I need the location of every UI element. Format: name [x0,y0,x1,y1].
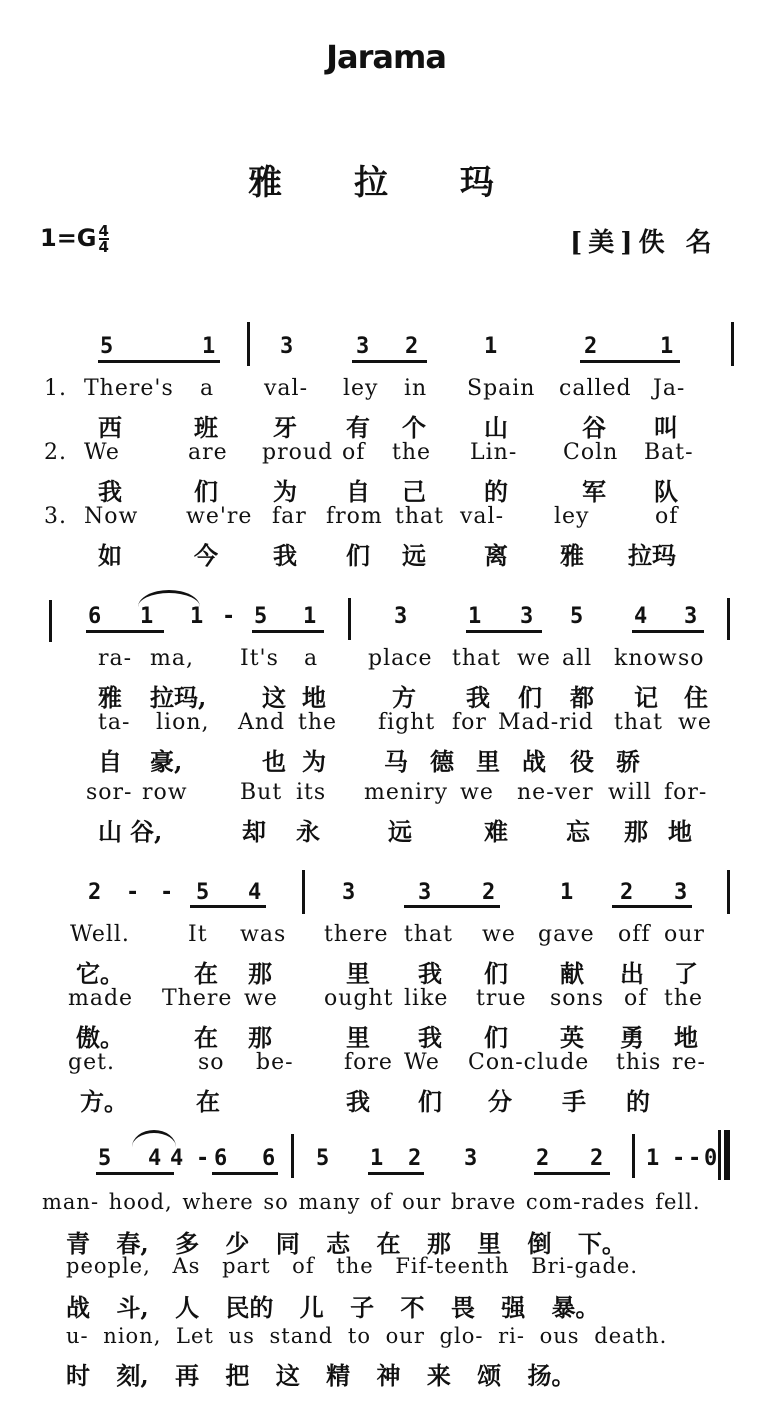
note: - [688,1146,704,1171]
lyric-word: sons [550,986,604,1011]
lyric-line-cn [0,408,772,442]
note: 1 [484,334,500,359]
lyric-word: from [326,504,383,529]
note: 4 [170,1146,186,1171]
lyric-word: We [84,440,120,465]
author-credit: [美]佚 名 [570,228,718,258]
note: 2 [408,1146,424,1171]
note: 3 [674,880,690,905]
note: 2 [620,880,636,905]
lyric-word: row [142,780,188,805]
lyric-word: there [324,922,389,947]
lyric-word: a [200,376,215,401]
lyric-char: 山 [98,817,122,846]
lyric-char: 马 [384,747,408,776]
lyric-line-cn [0,1082,772,1116]
note: 3 [356,334,372,359]
note: 1 [560,880,576,905]
lyric-char: 却 [242,817,266,846]
lyric-char: 那 [248,1023,272,1052]
lyric-char: 里 [346,959,370,988]
lyric-line-en [0,922,772,950]
lyric-char: 我 [273,541,297,570]
lyric-char: 拉玛 [628,541,676,570]
lyric-line-en: u- nion, Let us stand to our glo- ri- ous death. [66,1324,668,1348]
note: 4 [634,604,650,629]
lyric-char: 如 [98,541,122,570]
lyric-line-en [0,780,772,808]
note: 3 [342,880,358,905]
lyric-char: 队 [654,477,678,506]
verse-number: 1. [44,376,67,401]
lyric-char: 自 [98,747,122,776]
lyric-char: 那 [248,959,272,988]
note: - [126,880,142,905]
lyric-char: 谷 [582,413,606,442]
lyric-word: There [162,986,233,1011]
note: 1 [646,1146,662,1171]
lyric-char: 地 [668,817,692,846]
note: 3 [520,604,536,629]
lyric-char: 我 [418,959,442,988]
lyric-line-cn [0,536,772,570]
lyric-char: 己 [402,477,426,506]
lyric-word: the [664,986,704,1011]
lyric-word: that [452,646,501,671]
lyric-char: 里 [476,747,500,776]
lyric-word: sor- [86,780,133,805]
note: 1 [190,604,206,629]
lyric-word: Well. [70,922,130,947]
note: 5 [254,604,270,629]
lyric-char: 分 [488,1087,512,1116]
lyric-char: 谷, [130,817,163,846]
note: 1 [370,1146,386,1171]
lyric-line-en [0,646,772,674]
lyric-line-en [0,504,772,532]
lyric-word: far [272,504,307,529]
verse-number: 3. [44,504,67,529]
lyric-char: 山 [484,413,508,442]
lyric-char: 忘 [566,817,590,846]
lyric-char: 远 [402,541,426,570]
lyric-char: 军 [582,477,606,506]
tie-slur [132,1130,176,1147]
note: 2 [584,334,600,359]
lyric-word: the [298,710,338,735]
lyric-char: 战 [522,747,546,776]
note: 4 [148,1146,164,1171]
lyric-char: 英 [560,1023,584,1052]
lyric-word: There's [84,376,174,401]
lyric-char: 我 [346,1087,370,1116]
note: 5 [570,604,586,629]
note: 1 [202,334,218,359]
lyric-char: 我 [418,1023,442,1052]
note: - [196,1146,212,1171]
lyric-char: 也 [262,747,286,776]
lyric-word: Bat- [644,440,694,465]
lyric-word: ley [554,504,590,529]
lyric-line-en [0,986,772,1014]
note: 2 [88,880,104,905]
lyric-char: 住 [684,683,708,712]
lyric-line-cn [0,812,772,846]
lyric-word: But [240,780,283,805]
lyric-char: 出 [620,959,644,988]
lyric-line-cn: 时 刻, 再 把 这 精 神 来 颂 扬。 [66,1361,576,1390]
lyric-word: ne-ver [517,780,594,805]
lyric-word: its [296,780,327,805]
lyric-char: 们 [346,541,370,570]
lyric-char: 豪, [150,747,183,776]
lyric-word: made [68,986,134,1011]
time-denominator: 4 [98,238,109,256]
lyric-char: 们 [484,1023,508,1052]
verse-number: 2. [44,440,67,465]
note: 4 [248,880,264,905]
lyric-char: 难 [484,817,508,846]
lyric-line-en: man- hood, where so many of our brave com-rades fell. [42,1190,701,1214]
lyric-line-en [0,440,772,468]
note: 3 [684,604,700,629]
lyric-word: ma, [150,646,194,671]
lyric-word: gave [538,922,595,947]
lyric-word: that [404,922,453,947]
lyric-word: ought [324,986,394,1011]
note: - [672,1146,688,1171]
lyric-word: Coln [563,440,619,465]
note: 2 [590,1146,606,1171]
lyric-char: 在 [196,1087,220,1116]
lyric-word: know [614,646,678,671]
note: 5 [98,1146,114,1171]
lyric-word: we [482,922,516,947]
lyric-line-cn [0,742,772,776]
lyric-word: so [678,646,705,671]
note: 0 [704,1146,720,1171]
lyric-word: lion, [156,710,210,735]
note: 3 [394,604,410,629]
note: 5 [316,1146,332,1171]
lyric-word: all [562,646,593,671]
lyric-char: 它。 [76,959,124,988]
lyric-char: 地 [674,1023,698,1052]
lyric-char: 我 [98,477,122,506]
lyric-word: We [404,1050,440,1075]
lyric-word: Lin- [470,440,518,465]
lyric-char: 德 [430,747,454,776]
lyric-word: are [188,440,228,465]
notes-row [0,604,772,632]
note: - [222,604,238,629]
lyric-char: 远 [388,817,412,846]
note: 6 [88,604,104,629]
note: 6 [214,1146,230,1171]
lyric-word: re- [672,1050,706,1075]
lyric-char: 地 [302,683,326,712]
lyric-word: It [188,922,208,947]
lyric-word: true [476,986,527,1011]
note: 1 [140,604,156,629]
lyric-char: 为 [273,477,297,506]
lyric-word: for [452,710,487,735]
lyric-line-en [0,1050,772,1078]
lyric-word: for- [664,780,708,805]
lyric-char: 役 [570,747,594,776]
lyric-word: like [404,986,449,1011]
lyric-char: 有 [346,413,370,442]
note: 6 [262,1146,278,1171]
lyric-char: 在 [194,959,218,988]
song-title: Jarama [326,38,446,76]
lyric-word: Now [84,504,139,529]
lyric-word: this [616,1050,662,1075]
lyric-word: val- [264,376,309,401]
lyric-word: will [608,780,652,805]
lyric-char: 们 [418,1087,442,1116]
lyric-char: 今 [194,541,218,570]
key-signature [40,224,109,254]
lyric-word: we [678,710,712,735]
lyric-char: 了 [674,959,698,988]
lyric-char: 西 [98,413,122,442]
lyric-char: 手 [562,1087,586,1116]
lyric-word: of [342,440,366,465]
lyric-word: that [614,710,663,735]
lyric-word: of [655,504,679,529]
lyric-line-en [0,376,772,404]
key-label: 1=G [40,224,97,252]
note: 3 [464,1146,480,1171]
lyric-char: 们 [194,477,218,506]
lyric-char: 傲。 [76,1023,124,1052]
lyric-char: 永 [296,817,320,846]
lyric-char: 方。 [80,1087,128,1116]
lyric-word: Mad-rid [498,710,594,735]
lyric-word: Spain [467,376,536,401]
lyric-word: val- [460,504,505,529]
song-subtitle: 雅 拉 玛 [248,163,524,203]
lyric-line-cn [0,954,772,988]
lyric-word: And [238,710,286,735]
lyric-line-cn: 青 春, 多 少 同 志 在 那 里 倒 下。 [66,1229,626,1258]
lyric-word: ley [343,376,379,401]
lyric-word: Con-clude [468,1050,590,1075]
lyric-word: of [624,986,648,1011]
note: - [160,880,176,905]
lyric-word: we [244,986,278,1011]
lyric-word: the [392,440,432,465]
lyric-char: 记 [634,683,658,712]
lyric-line-cn [0,678,772,712]
lyric-word: was [240,922,287,947]
lyric-char: 里 [346,1023,370,1052]
lyric-word: called [559,376,632,401]
note: 1 [303,604,319,629]
lyric-word: that [395,504,444,529]
lyric-line-en: people, As part of the Fif-teenth Bri-gade. [66,1254,638,1278]
lyric-char: 这 [262,683,286,712]
lyric-char: 雅 [98,683,122,712]
lyric-char: 我 [466,683,490,712]
lyric-char: 离 [484,541,508,570]
note: 2 [405,334,421,359]
lyric-char: 叫 [654,413,678,442]
lyric-word: Ja- [653,376,686,401]
lyric-word: ta- [98,710,131,735]
lyric-char: 的 [626,1087,650,1116]
lyric-word: place [368,646,433,671]
lyric-char: 为 [302,747,326,776]
lyric-word: be- [256,1050,294,1075]
notes-row [0,1146,772,1174]
lyric-word: we [460,780,494,805]
lyric-line-cn [0,1018,772,1052]
lyric-char: 牙 [273,413,297,442]
lyric-word: get. [68,1050,115,1075]
lyric-char: 自 [346,477,370,506]
note: 3 [418,880,434,905]
lyric-char: 拉玛, [150,683,207,712]
note: 5 [196,880,212,905]
lyric-word: ra- [98,646,133,671]
lyric-char: 勇 [620,1023,644,1052]
lyric-word: It's [240,646,279,671]
lyric-word: our [664,922,705,947]
lyric-word: off [618,922,651,947]
note: 2 [482,880,498,905]
lyric-word: fore [344,1050,393,1075]
time-signature [99,224,109,254]
lyric-char: 个 [402,413,426,442]
note: 3 [280,334,296,359]
lyric-char: 都 [570,683,594,712]
note: 1 [468,604,484,629]
lyric-char: 的 [484,477,508,506]
notes-row [0,334,772,362]
lyric-char: 献 [560,959,584,988]
note: 2 [536,1146,552,1171]
lyric-line-en [0,710,772,738]
time-numerator: 4 [98,222,109,240]
lyric-word: in [404,376,428,401]
lyric-char: 那 [624,817,648,846]
lyric-word: we're [186,504,253,529]
lyric-word: so [198,1050,225,1075]
note: 1 [660,334,676,359]
lyric-char: 们 [484,959,508,988]
lyric-word: we [517,646,551,671]
lyric-word: proud [262,440,334,465]
lyric-char: 在 [194,1023,218,1052]
note: 5 [100,334,116,359]
lyric-word: a [304,646,319,671]
lyric-char: 雅 [560,541,584,570]
lyric-char: 骄 [616,747,640,776]
lyric-char: 们 [518,683,542,712]
lyric-char: 方 [392,683,416,712]
lyric-word: fight [378,710,436,735]
lyric-line-cn [0,472,772,506]
notes-row [0,880,772,908]
lyric-char: 班 [194,413,218,442]
lyric-word: meniry [364,780,449,805]
lyric-line-cn: 战 斗, 人 民的 儿 子 不 畏 强 暴。 [66,1293,600,1322]
